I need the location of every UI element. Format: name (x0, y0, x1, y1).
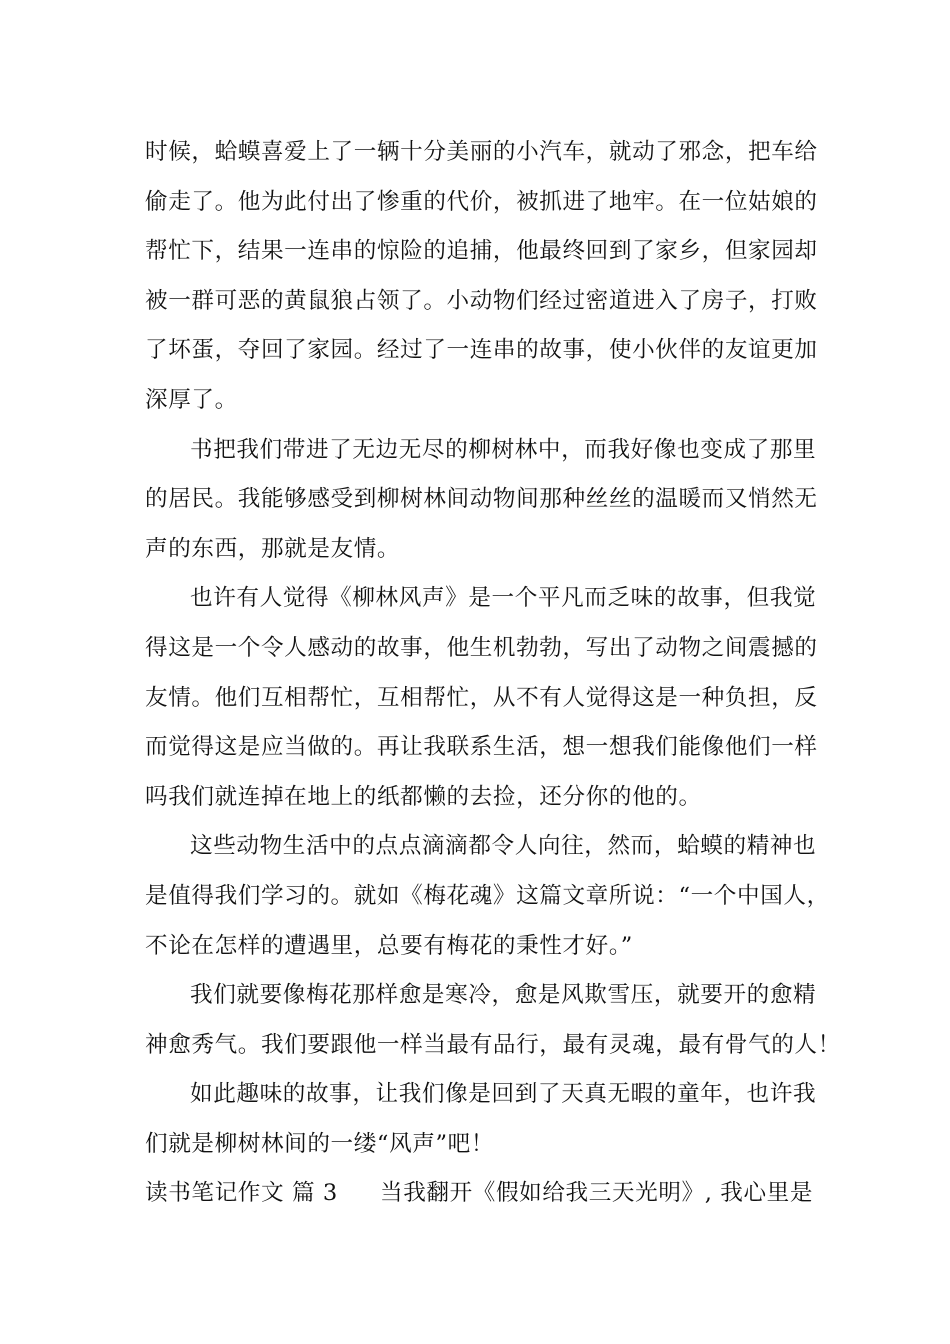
text-line: 不论在怎样的遭遇里，总要有梅花的秉性才好。” (145, 932, 633, 959)
text-line: 帮忙下，结果一连串的惊险的追捕，他最终回到了家乡，但家园却 (145, 238, 818, 265)
text-line: 神愈秀气。我们要跟他一样当最有品行，最有灵魂，最有骨气的人！ (145, 1031, 841, 1058)
text-line: 的居民。我能够感受到柳树林间动物间那种丝丝的温暖而又悄然无 (145, 486, 818, 513)
text-line: 友情。他们互相帮忙，互相帮忙，从不有人觉得这是一种负担，反 (145, 684, 818, 711)
text-line: 声的东西，那就是友情。 (145, 535, 401, 562)
text-line: 吗我们就连掉在地上的纸都懒的去捡，还分你的他的。 (145, 783, 702, 810)
article-body (145, 128, 841, 1219)
text-line: 偷走了。他为此付出了惨重的代价，被抓进了地牢。在一位姑娘的 (145, 188, 818, 215)
text-line: 而觉得这是应当做的。再让我联系生活，想一想我们能像他们一样 (145, 734, 818, 761)
text-line: 书把我们带进了无边无尽的柳树林中，而我好像也变成了那里 (190, 436, 817, 463)
text-line: 得这是一个令人感动的故事，他生机勃勃，写出了动物之间震撼的 (145, 634, 818, 661)
text-line: 是值得我们学习的。就如《梅花魂》这篇文章所说：“一个中国人， (145, 882, 830, 909)
section-label: 读书笔记作文 篇 3 (145, 1180, 338, 1207)
text-line: 我们就要像梅花那样愈是寒冷，愈是风欺雪压，就要开的愈精 (190, 982, 817, 1009)
text-line: 时候，蛤蟆喜爱上了一辆十分美丽的小汽车，就动了邪念，把车给 (145, 139, 818, 165)
text-line: 了坏蛋，夺回了家园。经过了一连串的故事，使小伙伴的友谊更加 (145, 337, 818, 364)
section-heading-line (145, 1169, 825, 1219)
text-line: 如此趣味的故事，让我们像是回到了天真无暇的童年，也许我 (190, 1081, 817, 1108)
text-line: 们就是柳树林间的一缕“风声”吧！ (145, 1130, 495, 1157)
text-line: 被一群可恶的黄鼠狼占领了。小动物们经过密道进入了房子，打败 (145, 287, 818, 314)
text-line: 这些动物生活中的点点滴滴都令人向往，然而，蛤蟆的精神也 (190, 833, 817, 860)
text-line: 深厚了。 (145, 386, 238, 413)
section-first-line: 当我翻开《假如给我三天光明》, 我心里是 (380, 1180, 814, 1207)
text-line: 也许有人觉得《柳林风声》是一个平凡而乏味的故事，但我觉 (190, 585, 817, 612)
